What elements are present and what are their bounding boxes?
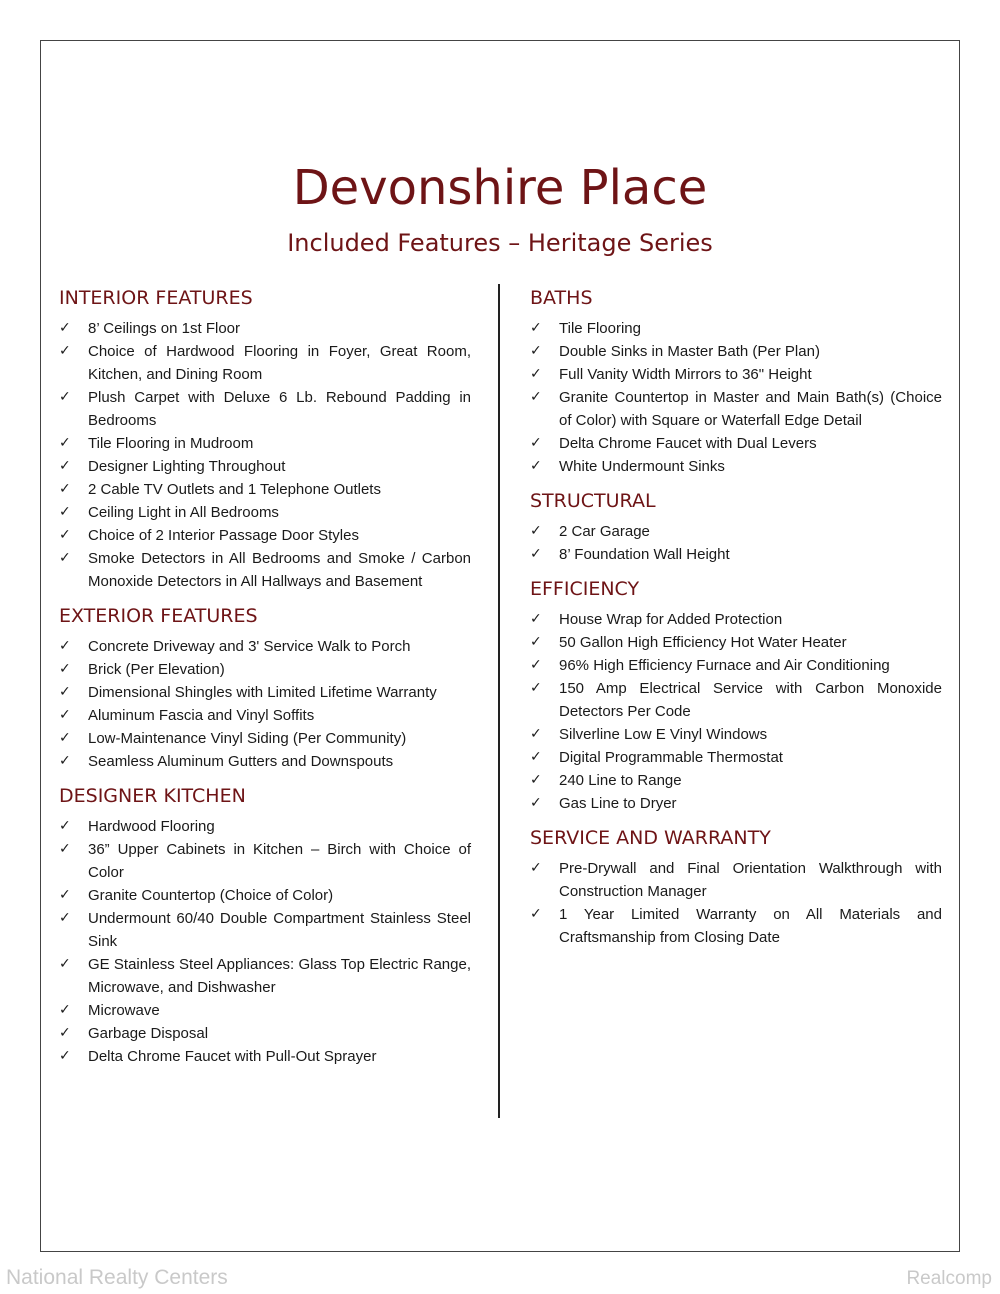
section-heading: SERVICE AND WARRANTY [530, 827, 771, 849]
watermark-realcomp: Realcomp [906, 1268, 992, 1289]
feature-text: Plush Carpet with Deluxe 6 Lb. Rebound Padding in Bedrooms [88, 389, 471, 429]
checkmark-icon: ✓ [59, 753, 71, 769]
section-designer-kitchen [59, 785, 471, 1068]
feature-item [530, 857, 942, 903]
feature-text: GE Stainless Steel Appliances: Glass Top Electric Range, Microwave, and Dishwasher [88, 956, 471, 996]
section-heading: EFFICIENCY [530, 578, 640, 600]
section-heading: DESIGNER KITCHEN [59, 785, 246, 807]
checkmark-icon: ✓ [59, 707, 71, 723]
checkmark-icon: ✓ [59, 527, 71, 543]
checkmark-icon: ✓ [59, 389, 71, 405]
feature-item [530, 608, 942, 631]
feature-item [59, 478, 471, 501]
feature-text: 50 Gallon High Efficiency Hot Water Heater [559, 634, 847, 651]
feature-item [59, 727, 471, 750]
checkmark-icon: ✓ [59, 1048, 71, 1064]
checkmark-icon: ✓ [59, 684, 71, 700]
feature-text: Choice of 2 Interior Passage Door Styles [88, 527, 359, 544]
feature-text: Brick (Per Elevation) [88, 661, 225, 678]
feature-text: Granite Countertop (Choice of Color) [88, 887, 334, 904]
checkmark-icon: ✓ [59, 841, 71, 857]
feature-text: Microwave [88, 1002, 160, 1019]
checkmark-icon: ✓ [59, 504, 71, 520]
feature-item [59, 386, 471, 432]
feature-item [59, 340, 471, 386]
section-baths [530, 287, 942, 478]
checkmark-icon: ✓ [59, 435, 71, 451]
feature-text: Designer Lighting Throughout [88, 458, 286, 475]
checkmark-icon: ✓ [59, 910, 71, 926]
section-heading: STRUCTURAL [530, 490, 656, 512]
section-interior-features [59, 287, 471, 593]
checkmark-icon: ✓ [59, 638, 71, 654]
feature-item [59, 635, 471, 658]
feature-item [530, 455, 942, 478]
column-divider [498, 284, 500, 1118]
feature-item [59, 547, 471, 593]
feature-text: Ceiling Light in All Bedrooms [88, 504, 279, 521]
section-heading: EXTERIOR FEATURES [59, 605, 258, 627]
checkmark-icon: ✓ [59, 730, 71, 746]
feature-text: Digital Programmable Thermostat [559, 749, 783, 766]
watermark-national-realty: National Realty Centers [6, 1266, 228, 1289]
feature-item [59, 658, 471, 681]
checkmark-icon: ✓ [530, 749, 542, 765]
checkmark-icon: ✓ [530, 657, 542, 673]
feature-text: Delta Chrome Faucet with Pull-Out Sprayer [88, 1048, 377, 1065]
checkmark-icon: ✓ [59, 956, 71, 972]
feature-item [59, 750, 471, 773]
feature-item [59, 455, 471, 478]
feature-item [530, 432, 942, 455]
checkmark-icon: ✓ [530, 343, 542, 359]
feature-text: 36” Upper Cabinets in Kitchen – Birch with Choice of Color [88, 841, 471, 881]
feature-item [530, 903, 942, 949]
feature-text: 8’ Ceilings on 1st Floor [88, 320, 241, 337]
feature-item [59, 815, 471, 838]
checkmark-icon: ✓ [59, 481, 71, 497]
checkmark-icon: ✓ [59, 458, 71, 474]
feature-item [530, 543, 942, 566]
feature-item [530, 631, 942, 654]
feature-item [530, 386, 942, 432]
feature-text: Smoke Detectors in All Bedrooms and Smoke / Carbon Monoxide Detectors in All Hallways and Basement [88, 550, 471, 590]
checkmark-icon: ✓ [59, 1002, 71, 1018]
feature-item [59, 501, 471, 524]
feature-text: Undermount 60/40 Double Compartment Stainless Steel Sink [88, 910, 471, 950]
feature-item [59, 838, 471, 884]
feature-text: Dimensional Shingles with Limited Lifetime Warranty [88, 684, 437, 701]
feature-text: Hardwood Flooring [88, 818, 215, 835]
feature-item [59, 1022, 471, 1045]
checkmark-icon: ✓ [530, 634, 542, 650]
feature-list [530, 317, 942, 478]
feature-list [59, 815, 471, 1068]
checkmark-icon: ✓ [530, 458, 542, 474]
checkmark-icon: ✓ [530, 546, 542, 562]
feature-text: Double Sinks in Master Bath (Per Plan) [559, 343, 820, 360]
feature-item [59, 1045, 471, 1068]
checkmark-icon: ✓ [530, 906, 542, 922]
checkmark-icon: ✓ [59, 661, 71, 677]
section-structural [530, 490, 942, 566]
feature-text: White Undermount Sinks [559, 458, 725, 475]
feature-item [59, 999, 471, 1022]
feature-text: 8’ Foundation Wall Height [559, 546, 730, 563]
feature-item [59, 317, 471, 340]
section-exterior-features [59, 605, 471, 773]
page-title: Devonshire Place [292, 160, 708, 216]
left-column [59, 287, 471, 1080]
checkmark-icon: ✓ [530, 320, 542, 336]
feature-item [530, 654, 942, 677]
feature-text: Silverline Low E Vinyl Windows [559, 726, 768, 743]
checkmark-icon: ✓ [530, 726, 542, 742]
checkmark-icon: ✓ [59, 550, 71, 566]
checkmark-icon: ✓ [530, 366, 542, 382]
section-service-and-warranty [530, 827, 942, 949]
feature-item [59, 524, 471, 547]
checkmark-icon: ✓ [59, 320, 71, 336]
checkmark-icon: ✓ [530, 680, 542, 696]
feature-item [530, 792, 942, 815]
feature-item [59, 432, 471, 455]
feature-text: Concrete Driveway and 3' Service Walk to Porch [88, 638, 411, 655]
feature-text: 2 Cable TV Outlets and 1 Telephone Outlets [88, 481, 381, 498]
feature-text: House Wrap for Added Protection [559, 611, 783, 628]
checkmark-icon: ✓ [530, 772, 542, 788]
feature-list [530, 857, 942, 949]
feature-text: Tile Flooring in Mudroom [88, 435, 254, 452]
feature-list [59, 635, 471, 773]
feature-item [530, 340, 942, 363]
section-efficiency [530, 578, 942, 815]
feature-text: Aluminum Fascia and Vinyl Soffits [88, 707, 315, 724]
feature-list [530, 608, 942, 815]
feature-item [530, 363, 942, 386]
right-column [530, 287, 942, 961]
checkmark-icon: ✓ [530, 860, 542, 876]
checkmark-icon: ✓ [530, 523, 542, 539]
checkmark-icon: ✓ [59, 343, 71, 359]
feature-text: 2 Car Garage [559, 523, 650, 540]
feature-text: Pre-Drywall and Final Orientation Walkthrough with Construction Manager [559, 860, 942, 900]
page-subtitle: Included Features – Heritage Series [287, 229, 713, 257]
feature-item [530, 677, 942, 723]
feature-item [59, 953, 471, 999]
feature-item [530, 723, 942, 746]
feature-text: Choice of Hardwood Flooring in Foyer, Great Room, Kitchen, and Dining Room [88, 343, 471, 383]
checkmark-icon: ✓ [530, 389, 542, 405]
checkmark-icon: ✓ [530, 795, 542, 811]
feature-text: Granite Countertop in Master and Main Bath(s) (Choice of Color) with Square or Waterfall Edge Detail [559, 389, 942, 429]
feature-item [59, 704, 471, 727]
feature-text: 150 Amp Electrical Service with Carbon Monoxide Detectors Per Code [559, 680, 942, 720]
feature-item [530, 746, 942, 769]
feature-text: 1 Year Limited Warranty on All Materials and Craftsmanship from Closing Date [559, 906, 942, 946]
feature-item [59, 907, 471, 953]
feature-text: Full Vanity Width Mirrors to 36" Height [559, 366, 812, 383]
feature-item [59, 681, 471, 704]
feature-item [530, 317, 942, 340]
checkmark-icon: ✓ [530, 435, 542, 451]
feature-text: Delta Chrome Faucet with Dual Levers [559, 435, 817, 452]
feature-text: Seamless Aluminum Gutters and Downspouts [88, 753, 394, 770]
section-heading: BATHS [530, 287, 593, 309]
feature-item [59, 884, 471, 907]
section-heading: INTERIOR FEATURES [59, 287, 253, 309]
feature-text: 240 Line to Range [559, 772, 682, 789]
checkmark-icon: ✓ [59, 1025, 71, 1041]
checkmark-icon: ✓ [59, 887, 71, 903]
checkmark-icon: ✓ [59, 818, 71, 834]
feature-item [530, 520, 942, 543]
feature-text: Garbage Disposal [88, 1025, 209, 1042]
feature-text: Low-Maintenance Vinyl Siding (Per Community) [88, 730, 407, 747]
feature-list [59, 317, 471, 593]
feature-text: 96% High Efficiency Furnace and Air Conditioning [559, 657, 890, 674]
feature-text: Tile Flooring [559, 320, 641, 337]
feature-item [530, 769, 942, 792]
checkmark-icon: ✓ [530, 611, 542, 627]
feature-list [530, 520, 942, 566]
feature-text: Gas Line to Dryer [559, 795, 677, 812]
